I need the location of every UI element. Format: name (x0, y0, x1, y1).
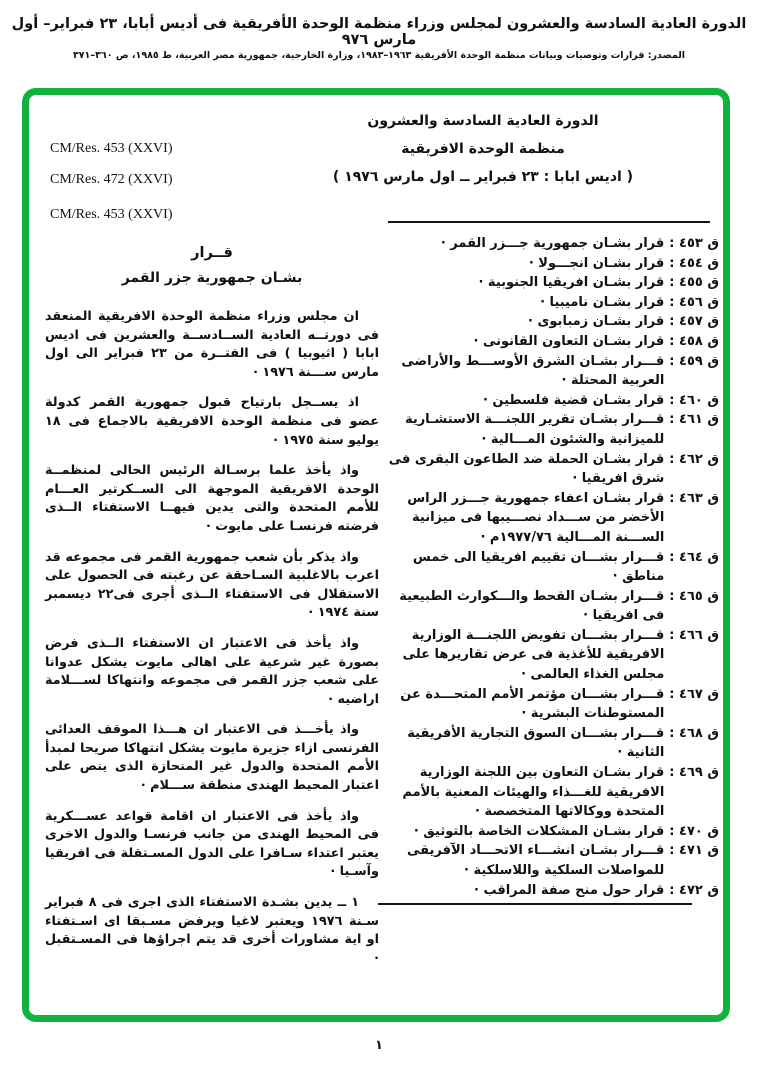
toc-item-text: قرار بشـان الحملة ضد الطاعون البقرى فى شرق افريقيا · (388, 451, 665, 487)
resolution-paragraph: اذ يســجل بارتياح قبول جمهورية القمر كدولة عضو فى منظمة الوحدة الافريقية بالاجماع فى ١٨ يوليو سنة ١٩٧٥ · (45, 395, 379, 448)
toc-item (383, 685, 719, 724)
cm-reference: CM/Res. 453 (XXVI) (50, 141, 173, 156)
toc-item-text: قـــرار بشـــان تفويض اللجنـــة الوزارية الافريقية للأغذية فى عرض تقاريرها على مجلس الغذاء العالمى · (402, 627, 665, 683)
toc-item-text: قرار بشـان المشكلات الخاصة بالتوثيق · (413, 823, 665, 839)
toc-item (383, 332, 719, 352)
toc-item (383, 626, 719, 685)
toc-item-text: قرار بشـان ناميبيا · (540, 294, 665, 310)
toc-item-number: ق ٤٥٤ : (669, 255, 719, 271)
resolution-paragraph: واذ يذكر بأن شعب جمهورية القمر فى مجموعه قد اعرب بالاغلبية السـاحقة عن رغبته فى الحصول على الاستقلال فى الاستفتاء الــذى أجرى فى٢٢ ديسمبر سنة ١٩٧٤ · (45, 549, 379, 621)
toc-item-text: قرار بشـان جمهورية جـــزر القمر · (440, 236, 665, 251)
toc-item-text: قـــرار بشـــان السوق التجارية الأفريقية الثانية · (407, 725, 665, 761)
toc-item-number: ق ٤٥٦ : (669, 294, 719, 310)
toc-item-number: ق ٤٦٨ : (669, 725, 719, 741)
resolution-paragraph: واذ يأخـــذ فى الاعتبار ان هـــذا الموقف العدائى الفرنسى ازاء جزيرة مايوت يشكل انتهاكا صريحا لمبدأ الأمم المتحدة والدول غير المنحازة الذى ينص على اعتبار المحيط الهندى منطقة ســـلام · (45, 722, 379, 794)
toc-item-text: قرار بشـان اعفاء جمهورية جـــزر الراس الأخضر من ســـداد نصـــيبها فى ميزانية الســـنة المـــالية ١٩٧٧/٧٦م · (407, 490, 665, 545)
toc-item-number: ق ٤٥٣ : (669, 236, 719, 251)
document-title: الدورة العادية السادسة والعشرون لمجلس وزراء منظمة الوحدة الأفريقية فى أديس أبابا، ٢٣ فبراير– أول مارس ٩٧٦ (11, 16, 747, 48)
toc-item (383, 548, 719, 587)
divider-line-top (388, 221, 710, 223)
toc-item-number: ق ٤٥٥ : (669, 275, 719, 291)
source-note: المصدر: قرارات وتوصيات وبيانات منظمة الوحدة الأفريقية ١٩٦٣–١٩٨٣، وزارة الخارجية، جمهورية مصر العربية، ط ١٩٨٥، ص ٣٦٠–٣٧١ (72, 50, 686, 61)
toc-item-number: ق ٤٥٨ : (669, 333, 719, 349)
toc-item-number: ق ٤٦٩ : (669, 765, 719, 781)
toc-item-text: قـــرار بشـــان مؤتمر الأمم المتحـــدة عن المستوطنات البشرية · (400, 686, 665, 722)
resolution-paragraph: ١ ــ يدين بشـدة الاستفتاء الذى اجرى فى ٨ فبراير سـنة ١٩٧٦ ويعتبر لاغيا ويرفض مسـبقا اى اسـتفتاء او اية مشاورات أخرى قد يتم اجراؤها فى المسـتقبل · (45, 895, 379, 966)
toc-item-text: قـــرار بشـان تقرير اللجنـــة الاستشـارية للميزانية والشئون المـــالية · (404, 412, 665, 447)
toc-item-text: قـــرار بشـــان تقييم افريقيا الى خمس مناطق · (412, 549, 665, 585)
toc-item (383, 724, 719, 763)
toc-item-number: ق ٤٧٢ : (669, 882, 719, 898)
toc-item-text: قـــرار بشـان انشـــاء الاتحـــاد الآفريقى للمواصلات السلكية واللاسلكية · (406, 843, 665, 878)
toc-item-text: قـــرار بشـان القحط والـــكوارث الطبيعية فى افريقيا · (399, 588, 665, 624)
toc-item (383, 293, 719, 313)
resolution-paragraph: واذ يأخذ علما برسـالة الرئيس الحالى لمنظمــة الوحدة الافريقية الموجهة الى الســكرتير العـــام للأمم المتحدة والتى يدين فيهــا الاستفتاء الــذى فرضته فرنسـا على مايوت · (45, 463, 379, 534)
toc-item-number: ق ٤٦٥ : (669, 588, 719, 604)
toc-item (383, 273, 719, 293)
resolution-subheading: بشـان جمهورية جزر القمر (121, 270, 303, 286)
resolution-body (45, 245, 379, 980)
toc-item-number: ق ٤٦٢ : (669, 451, 719, 467)
toc-item-text: قرار بشـان التعاون بين اللجنة الوزارية الافريقية للغـــذاء والهيئات المعنية بالأمم المتحدة ووكالاتها المتخصصة · (402, 765, 665, 820)
cm-reference: CM/Res. 472 (XXVI) (50, 172, 173, 187)
toc-item (383, 822, 719, 842)
toc-item-number: ق ٤٦١ : (669, 412, 719, 428)
toc-item-number: ق ٤٦٠ : (669, 392, 719, 408)
toc-item (383, 352, 719, 391)
resolution-paragraph: واذ يأخذ فى الاعتبار ان الاستفتاء الــذى فرض بصورة غير شرعية على اهالى مايوت يشكل عدوانا على شعب جزر القمر فى مجموعه وانتهاكا لســـلامة اراضيه · (45, 635, 379, 707)
toc-item-text: قرار بشـان انجـــولا · (528, 255, 665, 271)
toc-item-number: ق ٤٦٣ : (669, 490, 719, 506)
toc-item-text: قـــرار بشـان الشرق الأوســـط والأراضى العربية المحتلة · (401, 353, 665, 389)
resolution-paragraph: واذ يأخذ فى الاعتبار ان اقامة قواعد عســـكرية فى المحيط الهندى من جانب فرنسـا والدول الاخرى يعتبر اعتداء سـافرا على الدول المسـتقلة فى افريقيا وآسـيا · (45, 808, 379, 880)
page-number: ١ (375, 1038, 383, 1053)
toc-item (383, 587, 719, 626)
toc-item-number: ق ٤٦٦ : (669, 627, 719, 643)
session-date-line: ( اديس ابابا : ٢٣ فبراير ــ اول مارس ١٩٧٦ ) (332, 169, 634, 185)
toc-item-number: ق ٤٧٠ : (669, 823, 719, 839)
toc-item (383, 841, 719, 880)
toc-item-text: قرار بشـان زمبابوى · (528, 314, 665, 330)
resolution-paragraph: ان مجلس وزراء منظمة الوحدة الافريقية المنعقد فى دورتــه العادية الســادســة والعشرين فى اديس ابابا ( اثيوبيا ) فى الفتــرة من ٢٣ فبراير الى اول مارس ســـنة ١٩٧٦ · (45, 309, 379, 380)
toc-item (383, 234, 719, 254)
toc-item (383, 312, 719, 332)
toc-item-number: ق ٤٦٤ : (669, 549, 719, 565)
resolution-reference: CM/Res. 453 (XXVI) (50, 207, 173, 222)
toc-item (383, 410, 719, 449)
toc-item (383, 254, 719, 274)
toc-item (383, 450, 719, 489)
organization-name: منظمة الوحدة الافريقية (401, 141, 565, 157)
toc-item-number: ق ٤٧١ : (669, 843, 719, 859)
toc-item (383, 763, 719, 822)
divider-line-bottom (378, 903, 692, 905)
session-title-line: الدورة العادية السادسة والعشرون (367, 113, 599, 129)
session-header (311, 107, 655, 191)
toc-item-text: قرار بشـان التعاون القانونى · (473, 333, 665, 349)
toc-item (383, 391, 719, 411)
toc-item-text: قرار بشـان قضية فلسطين · (482, 392, 665, 408)
toc-item (383, 489, 719, 548)
toc-item-text: قرار حول منح صفة المراقب · (473, 882, 665, 898)
cm-reference-list (50, 133, 173, 195)
green-content-frame (22, 88, 730, 1022)
toc-item-text: قرار بشـان افريقيا الجنوبية · (478, 275, 665, 291)
resolutions-toc (383, 234, 719, 900)
toc-item-number: ق ٤٥٧ : (669, 314, 719, 330)
toc-item-number: ق ٤٥٩ : (669, 353, 719, 369)
resolution-heading: قــرار (191, 245, 233, 261)
toc-item (383, 881, 719, 901)
toc-item-number: ق ٤٦٧ : (669, 686, 719, 702)
